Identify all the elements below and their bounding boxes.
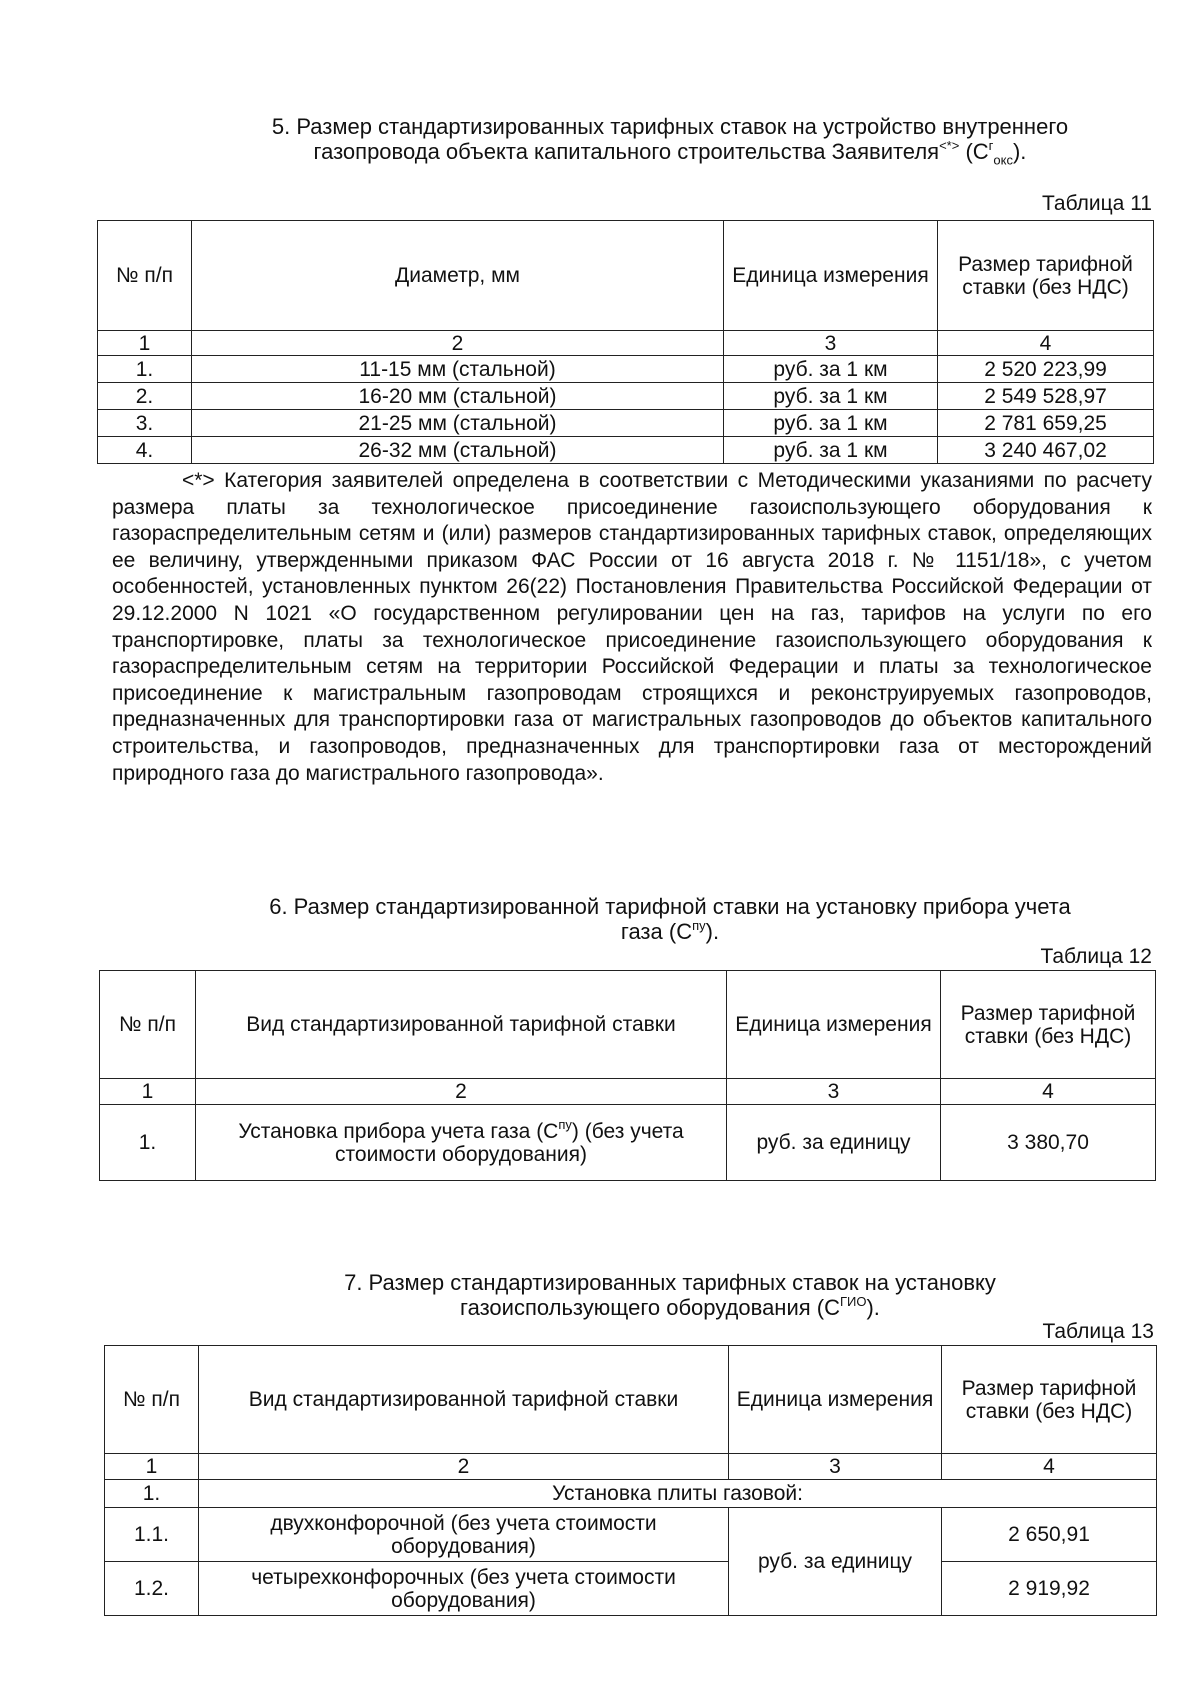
row-unit: руб. за единицу <box>729 1508 942 1616</box>
row-number: 1. <box>105 1480 199 1508</box>
table-row <box>105 1562 1157 1616</box>
column-number-row <box>105 1454 1157 1480</box>
row-rate: 2 520 223,99 <box>938 356 1154 383</box>
col-header-unit: Единица измерения <box>727 971 941 1079</box>
row-item: Установка прибора учета газа $(C^{пу})$ (без учета стоимости оборудования) <box>196 1105 727 1181</box>
row-number: 2. <box>98 383 192 410</box>
col-number: 4 <box>941 1079 1156 1105</box>
table-13 <box>104 1345 1157 1616</box>
col-header-unit: Единица измерения <box>724 221 938 331</box>
table-row <box>105 1508 1157 1562</box>
row-rate: 2 549 528,97 <box>938 383 1154 410</box>
row-number: 1. <box>100 1105 196 1181</box>
col-header-number: № п/п <box>105 1346 199 1454</box>
col-header-number: № п/п <box>98 221 192 331</box>
section-5-heading <box>200 114 1140 168</box>
table-12-name: Таблица 12 <box>1040 945 1152 968</box>
row-rate: 2 919,92 <box>942 1562 1157 1616</box>
section-6-heading-line1: 6. Размер стандартизированной тарифной ставки на установку прибора учета <box>269 894 1071 919</box>
table-11-footnote: <*> Категория заявителей определена в соответствии с Методическими указаниями по расчету размера платы за технологическое присоединение газоиспользующего оборудования к газораспределительным сетям и (или) размеров стандартизированных тарифных ставок, определяющих ее величину, утвержденными приказом ФАС России от 16 августа 2018 г. № 1151/18», с учетом особенностей, установленных пунктом 26(22) Постановления Правительства Российской Федерации от 29.12.2000 N 1021 «О государственном регулировании цен на газ, тарифов на услуги по его транспортировке, платы за технологическое присоединение газоиспользующего оборудования к газораспределительным сетям на территории Российской Федерации и платы за технологическое присоединение к магистральным газопроводам строящихся и реконструируемых газопроводов, предназначенных для транспортировки газа от магистральных газопроводов до объектов капитального строительства, и газопроводов, предназначенных для транспортировки газа от месторождений природного газа до магистрального газопровода». <box>112 469 1152 785</box>
col-header-diameter: Диаметр, мм <box>192 221 724 331</box>
col-number: 3 <box>729 1454 942 1480</box>
row-item: четырехконфорочных (без учета стоимости оборудования) <box>199 1562 729 1616</box>
col-number: 4 <box>942 1454 1157 1480</box>
col-header-rate: Размер тарифной ставки (без НДС) <box>942 1346 1157 1454</box>
col-number: 3 <box>724 331 938 356</box>
section-5-heading-line2: газопровода объекта капитального строительства Заявителя<*> $(C^г_{окс})$. <box>313 138 1027 168</box>
col-header-rate-type: Вид стандартизированной тарифной ставки <box>196 971 727 1079</box>
col-header-unit: Единица измерения <box>729 1346 942 1454</box>
table-12 <box>99 970 1156 1181</box>
section-7-heading <box>270 1270 1070 1320</box>
row-rate: 2 650,91 <box>942 1508 1157 1562</box>
row-number: 4. <box>98 437 192 464</box>
table-11-name: Таблица 11 <box>1042 192 1152 215</box>
table-row <box>100 1105 1156 1181</box>
section-5-heading-line1: 5. Размер стандартизированных тарифных ставок на устройство внутреннего <box>271 114 1069 139</box>
row-unit: руб. за 1 км <box>724 356 938 383</box>
col-header-rate: Размер тарифной ставки (без НДС) <box>941 971 1156 1079</box>
col-header-rate-type: Вид стандартизированной тарифной ставки <box>199 1346 729 1454</box>
col-number: 2 <box>196 1079 727 1105</box>
row-number: 1.2. <box>105 1562 199 1616</box>
row-unit: руб. за 1 км <box>724 437 938 464</box>
row-rate: 3 240 467,02 <box>938 437 1154 464</box>
row-rate: 2 781 659,25 <box>938 410 1154 437</box>
section-6-heading <box>200 894 1140 944</box>
table-header-row <box>105 1346 1157 1454</box>
col-number: 1 <box>105 1454 199 1480</box>
table-row <box>98 356 1154 383</box>
col-header-rate: Размер тарифной ставки (без НДС) <box>938 221 1154 331</box>
col-number: 2 <box>192 331 724 356</box>
group-row <box>105 1480 1157 1508</box>
col-number: 1 <box>98 331 192 356</box>
row-unit: руб. за единицу <box>727 1105 941 1181</box>
column-number-row <box>100 1079 1156 1105</box>
col-number: 4 <box>938 331 1154 356</box>
row-item: 21-25 мм (стальной) <box>192 410 724 437</box>
row-number: 1.1. <box>105 1508 199 1562</box>
table-header-row <box>100 971 1156 1079</box>
row-item: 16-20 мм (стальной) <box>192 383 724 410</box>
table-13-name: Таблица 13 <box>1042 1320 1154 1343</box>
table-header-row <box>98 221 1154 331</box>
row-number: 1. <box>98 356 192 383</box>
col-number: 2 <box>199 1454 729 1480</box>
table-row <box>98 410 1154 437</box>
table-row <box>98 437 1154 464</box>
table-row <box>98 383 1154 410</box>
section-7-heading-line2: газоиспользующего оборудования $(C^{ГИО})$. <box>460 1294 880 1320</box>
column-number-row <box>98 331 1154 356</box>
section-7-heading-line1: 7. Размер стандартизированных тарифных ставок на установку <box>344 1270 996 1295</box>
table-11 <box>97 220 1154 464</box>
col-header-number: № п/п <box>100 971 196 1079</box>
group-label: Установка плиты газовой: <box>199 1480 1157 1508</box>
row-unit: руб. за 1 км <box>724 383 938 410</box>
row-item: 26-32 мм (стальной) <box>192 437 724 464</box>
col-number: 1 <box>100 1079 196 1105</box>
row-unit: руб. за 1 км <box>724 410 938 437</box>
row-rate: 3 380,70 <box>941 1105 1156 1181</box>
col-number: 3 <box>727 1079 941 1105</box>
row-item: двухконфорочной (без учета стоимости оборудования) <box>199 1508 729 1562</box>
row-item: 11-15 мм (стальной) <box>192 356 724 383</box>
section-6-heading-line2: газа $(C^{пу})$. <box>620 918 720 944</box>
row-number: 3. <box>98 410 192 437</box>
